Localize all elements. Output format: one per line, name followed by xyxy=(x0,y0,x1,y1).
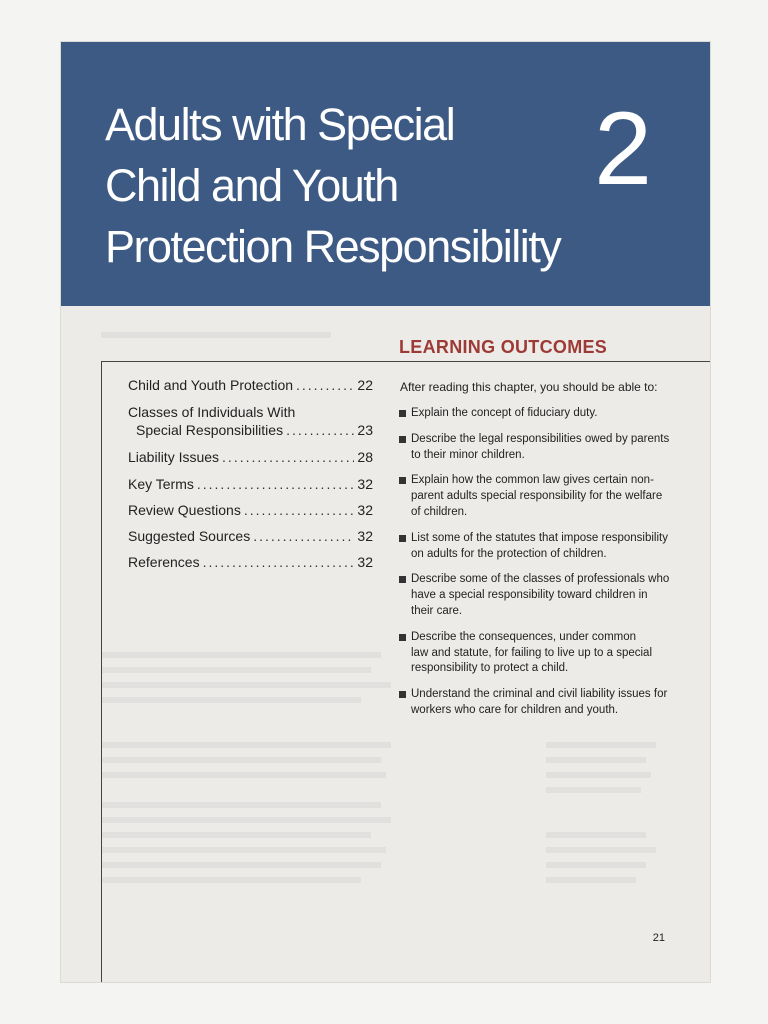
learning-outcomes-heading: LEARNING OUTCOMES xyxy=(399,337,608,357)
learning-outcome-line: Describe some of the classes of professionals who xyxy=(411,573,670,586)
learning-outcome-item xyxy=(399,406,674,422)
learning-outcome-line: law and statute, for failing to live up to a special xyxy=(411,646,653,659)
learning-outcome-line: Understand the criminal and civil liability issues for xyxy=(411,688,668,701)
toc-entry xyxy=(128,501,373,519)
square-bullet-icon xyxy=(399,410,406,417)
learning-outcome-line: List some of the statutes that impose responsibility xyxy=(411,531,668,544)
toc-entry-label: References xyxy=(128,554,200,570)
show-through-line xyxy=(546,877,636,883)
square-bullet-icon xyxy=(399,535,406,542)
show-through-line xyxy=(546,862,646,868)
learning-outcome-line: Describe the consequences, under common xyxy=(411,630,637,643)
toc-entry-page: 23 xyxy=(357,422,373,438)
toc-leader-dots xyxy=(296,376,354,394)
chapter-banner xyxy=(61,42,710,306)
learning-outcome-item xyxy=(399,473,674,520)
toc-leader-dots xyxy=(203,553,355,571)
learning-outcome-item xyxy=(399,531,674,563)
chapter-title-line: Adults with Special xyxy=(105,99,455,150)
chapter-number: 2 xyxy=(594,91,652,207)
learning-outcome-item xyxy=(399,630,674,677)
toc-leader-dots xyxy=(244,501,355,519)
learning-outcome-line: Explain how the common law gives certain non- xyxy=(411,474,654,487)
learning-outcome-line: have a special responsibility toward children in xyxy=(411,589,648,602)
toc-entry-label: Child and Youth Protection xyxy=(128,377,294,393)
show-through-line xyxy=(101,332,331,338)
toc-leader-dots xyxy=(197,475,355,493)
toc-entry-label: Suggested Sources xyxy=(128,528,251,544)
toc-leader-dots xyxy=(222,448,354,466)
toc-entry xyxy=(128,527,373,545)
show-through-line xyxy=(546,742,656,748)
chapter-title-line: Protection Responsibility xyxy=(105,221,561,272)
toc-entry-page: 22 xyxy=(357,377,373,393)
toc-leader-dots xyxy=(253,527,354,545)
learning-outcome-line: of children. xyxy=(411,505,468,518)
table-of-contents xyxy=(101,361,385,982)
toc-entry-label: Review Questions xyxy=(128,502,241,518)
toc-entry-page: 32 xyxy=(357,476,373,492)
show-through-line xyxy=(546,757,646,763)
square-bullet-icon xyxy=(399,477,406,484)
toc-entry-page: 28 xyxy=(357,449,373,465)
book-page xyxy=(61,42,710,982)
learning-outcome-item xyxy=(399,432,674,464)
learning-outcome-item xyxy=(399,687,674,719)
toc-entry-label: Key Terms xyxy=(128,476,194,492)
square-bullet-icon xyxy=(399,634,406,641)
show-through-line xyxy=(546,832,646,838)
learning-outcome-line: Describe the legal responsibilities owed by parents xyxy=(411,432,670,445)
toc-entry xyxy=(128,448,373,466)
learning-outcome-line: to their minor children. xyxy=(411,448,525,461)
toc-entry xyxy=(128,553,373,571)
square-bullet-icon xyxy=(399,691,406,698)
learning-outcome-line: workers who care for children and youth. xyxy=(411,703,619,716)
learning-outcome-line: Explain the concept of fiduciary duty. xyxy=(411,407,598,419)
learning-outcome-line: their care. xyxy=(411,604,463,617)
learning-outcome-line: on adults for the protection of children. xyxy=(411,547,607,560)
toc-leader-dots xyxy=(286,421,354,439)
chapter-title xyxy=(105,94,605,277)
show-through-line xyxy=(546,787,641,793)
toc-entry-page: 32 xyxy=(357,554,373,570)
toc-entry xyxy=(128,403,373,439)
toc-entry-page: 32 xyxy=(357,502,373,518)
learning-outcome-line: responsibility to protect a child. xyxy=(411,662,569,675)
toc-entry xyxy=(128,475,373,493)
square-bullet-icon xyxy=(399,576,406,583)
toc-entry xyxy=(128,376,373,394)
learning-outcomes-intro: After reading this chapter, you should be able to: xyxy=(400,380,658,394)
chapter-title-line: Child and Youth xyxy=(105,160,398,211)
page-number: 21 xyxy=(652,932,665,944)
toc-entry-label: Liability Issues xyxy=(128,449,220,465)
learning-outcomes-list xyxy=(399,406,674,729)
learning-outcome-line: parent adults special responsibility for the welfare xyxy=(411,490,663,503)
square-bullet-icon xyxy=(399,436,406,443)
learning-outcome-item xyxy=(399,572,674,619)
show-through-line xyxy=(546,847,656,853)
toc-entry-label: Classes of Individuals With xyxy=(128,404,296,420)
toc-entry-label: Special Responsibilities xyxy=(136,422,284,438)
show-through-line xyxy=(546,772,651,778)
toc-entry-page: 32 xyxy=(357,528,373,544)
